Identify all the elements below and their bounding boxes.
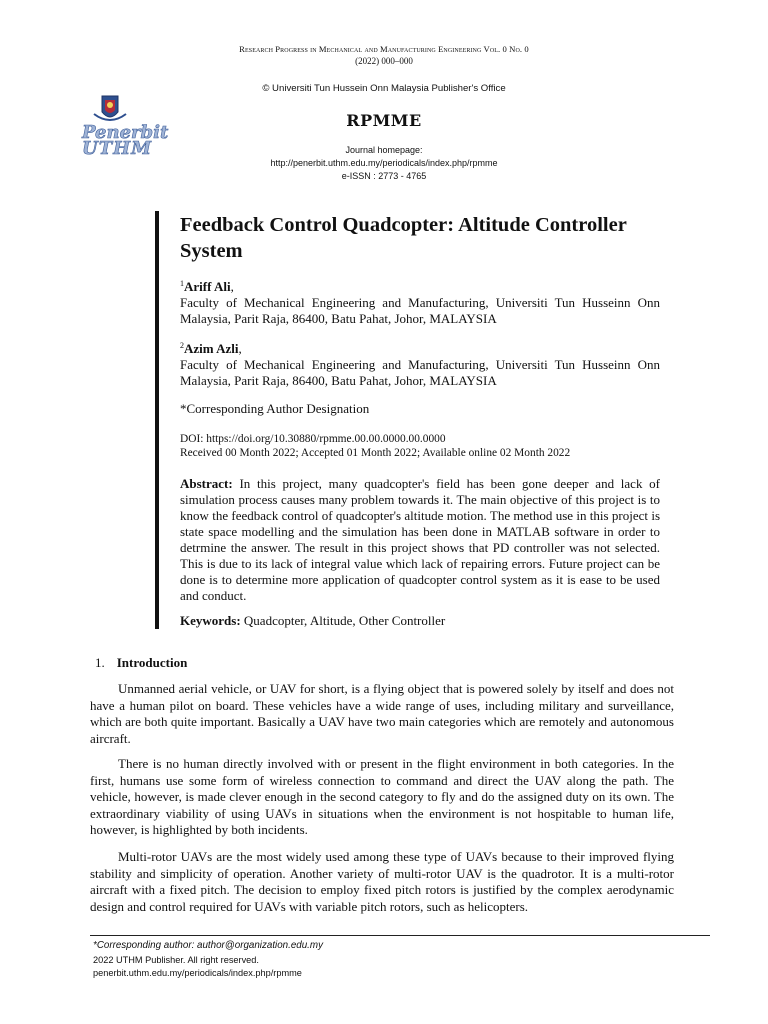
section-title: Introduction (116, 655, 188, 670)
journal-citation (0, 44, 768, 54)
paragraph: Unmanned aerial vehicle, or UAV for short, is a flying object that is powered solely by itself and does not have a human pilot on board. These vehicles have a wide range of uses, including military and surveillance, which are both quite important. Basically a UAV have two main categories which are remotely and autonomous aircraft. (90, 681, 674, 746)
article-dates: Received 00 Month 2022; Accepted 01 Month 2022; Available online 02 Month 2022 (180, 447, 571, 459)
journal-name: Research Progress in Mechanical and Manufacturing Engineering Vol. 0 No. 0 (239, 44, 529, 54)
author-block-2: $^2$Azim Azli, Faculty of Mechanical Engineering and Manufacturing, Universiti Tun Husseinn Onn Malaysia, Parit Raja, 86400, Batu Pahat, Johor, MALAYSIA (180, 341, 660, 388)
abstract-label: Abstract: (180, 476, 233, 491)
author-name: Ariff Ali (184, 279, 231, 294)
author-affiliation: Faculty of Mechanical Engineering and Manufacturing, Universiti Tun Husseinn Onn Malaysia, Parit Raja, 86400, Batu Pahat, Johor, MALAYSIA (180, 357, 660, 388)
doi-link[interactable]: DOI: https://doi.org/10.30880/rpmme.00.00.0000.00.0000 (180, 433, 446, 445)
keywords-text: Quadcopter, Altitude, Other Controller (243, 613, 446, 628)
keywords (180, 613, 660, 629)
author-index: 2 (180, 341, 184, 350)
paper-title: Feedback Control Quadcopter: Altitude Controller System (180, 214, 627, 262)
author-block-1: $^1$Ariff Ali, Faculty of Mechanical Engineering and Manufacturing, Universiti Tun Husseinn Onn Malaysia, Parit Raja, 86400, Batu Pahat, Johor, MALAYSIA (180, 279, 660, 326)
homepage-label: Journal homepage: (345, 145, 423, 155)
homepage-link[interactable]: http://penerbit.uthm.edu.my/periodicals/index.php/rpmme (270, 158, 498, 168)
paragraph: Multi-rotor UAVs are the most widely used among these type of UAVs because to their improved flying stability and simplicity of operation. Another variety of multi-rotor UAV is the quadrotor. It is a multi-rotor aircraft with a fixed pitch. The decision to employ fixed pitch rotors is justified by the complex aerodynamic design and control required for UAVs with variable pitch rotors, such as helicopters. (90, 849, 674, 914)
eissn: e-ISSN : 2773 - 4765 (341, 171, 427, 181)
author-name: Azim Azli (184, 341, 239, 356)
journal-abbreviation: RPMME (346, 111, 422, 130)
author-affiliation: Faculty of Mechanical Engineering and Manufacturing, Universiti Tun Husseinn Onn Malaysia, Parit Raja, 86400, Batu Pahat, Johor, MALAYSIA (180, 295, 660, 326)
footer-url[interactable]: penerbit.uthm.edu.my/periodicals/index.php/rpmme (93, 968, 302, 978)
logo-line-penerbit: Penerbit (82, 122, 169, 143)
journal-year-pages: (2022) 000–000 (355, 56, 413, 66)
copyright-notice: © Universiti Tun Hussein Onn Malaysia Publisher's Office (262, 83, 506, 94)
section-heading (95, 655, 187, 671)
footer-rule (90, 935, 710, 936)
abstract (180, 476, 660, 604)
footer-corresponding-author: *Corresponding author: author@organization.edu.my (93, 940, 323, 951)
footer-rights: 2022 UTHM Publisher. All right reserved. (93, 955, 259, 965)
author-index: 1 (180, 279, 184, 288)
section-number: 1. (95, 655, 105, 670)
abstract-text: In this project, many quadcopter's field has been gone deeper and lack of simulation process causes many problem towards it. The main objective of this project is to know the feedback control of quadcopter's altitude motion. The method use in this project is state space modelling and the simulation has been done in MATLAB software in order to detrmine the answer. The result in this project shows that PD controller was not selected. This is due to its lack of integral value which lack of repairing errors. Future project can be done is to determine more application of quadcopter control system as it is ease to be used and conduct. (180, 476, 661, 603)
corresponding-designation: *Corresponding Author Designation (180, 401, 370, 416)
logo-line-uthm: UTHM (82, 138, 153, 159)
keywords-label: Keywords: (180, 613, 241, 628)
paragraph: There is no human directly involved with or present in the flight environment in both categories. In the first, humans use some form of wireless connection to command and direct the UAV along the path. The vehicle, however, is made clever enough in the second category to fly and do the assigned duty on its own. The extraordinary viability of using UAVs in situations when the environment is not hospitable to human life, however, is highlighted by both incidents. (90, 756, 674, 838)
title-block-rule (155, 211, 159, 629)
